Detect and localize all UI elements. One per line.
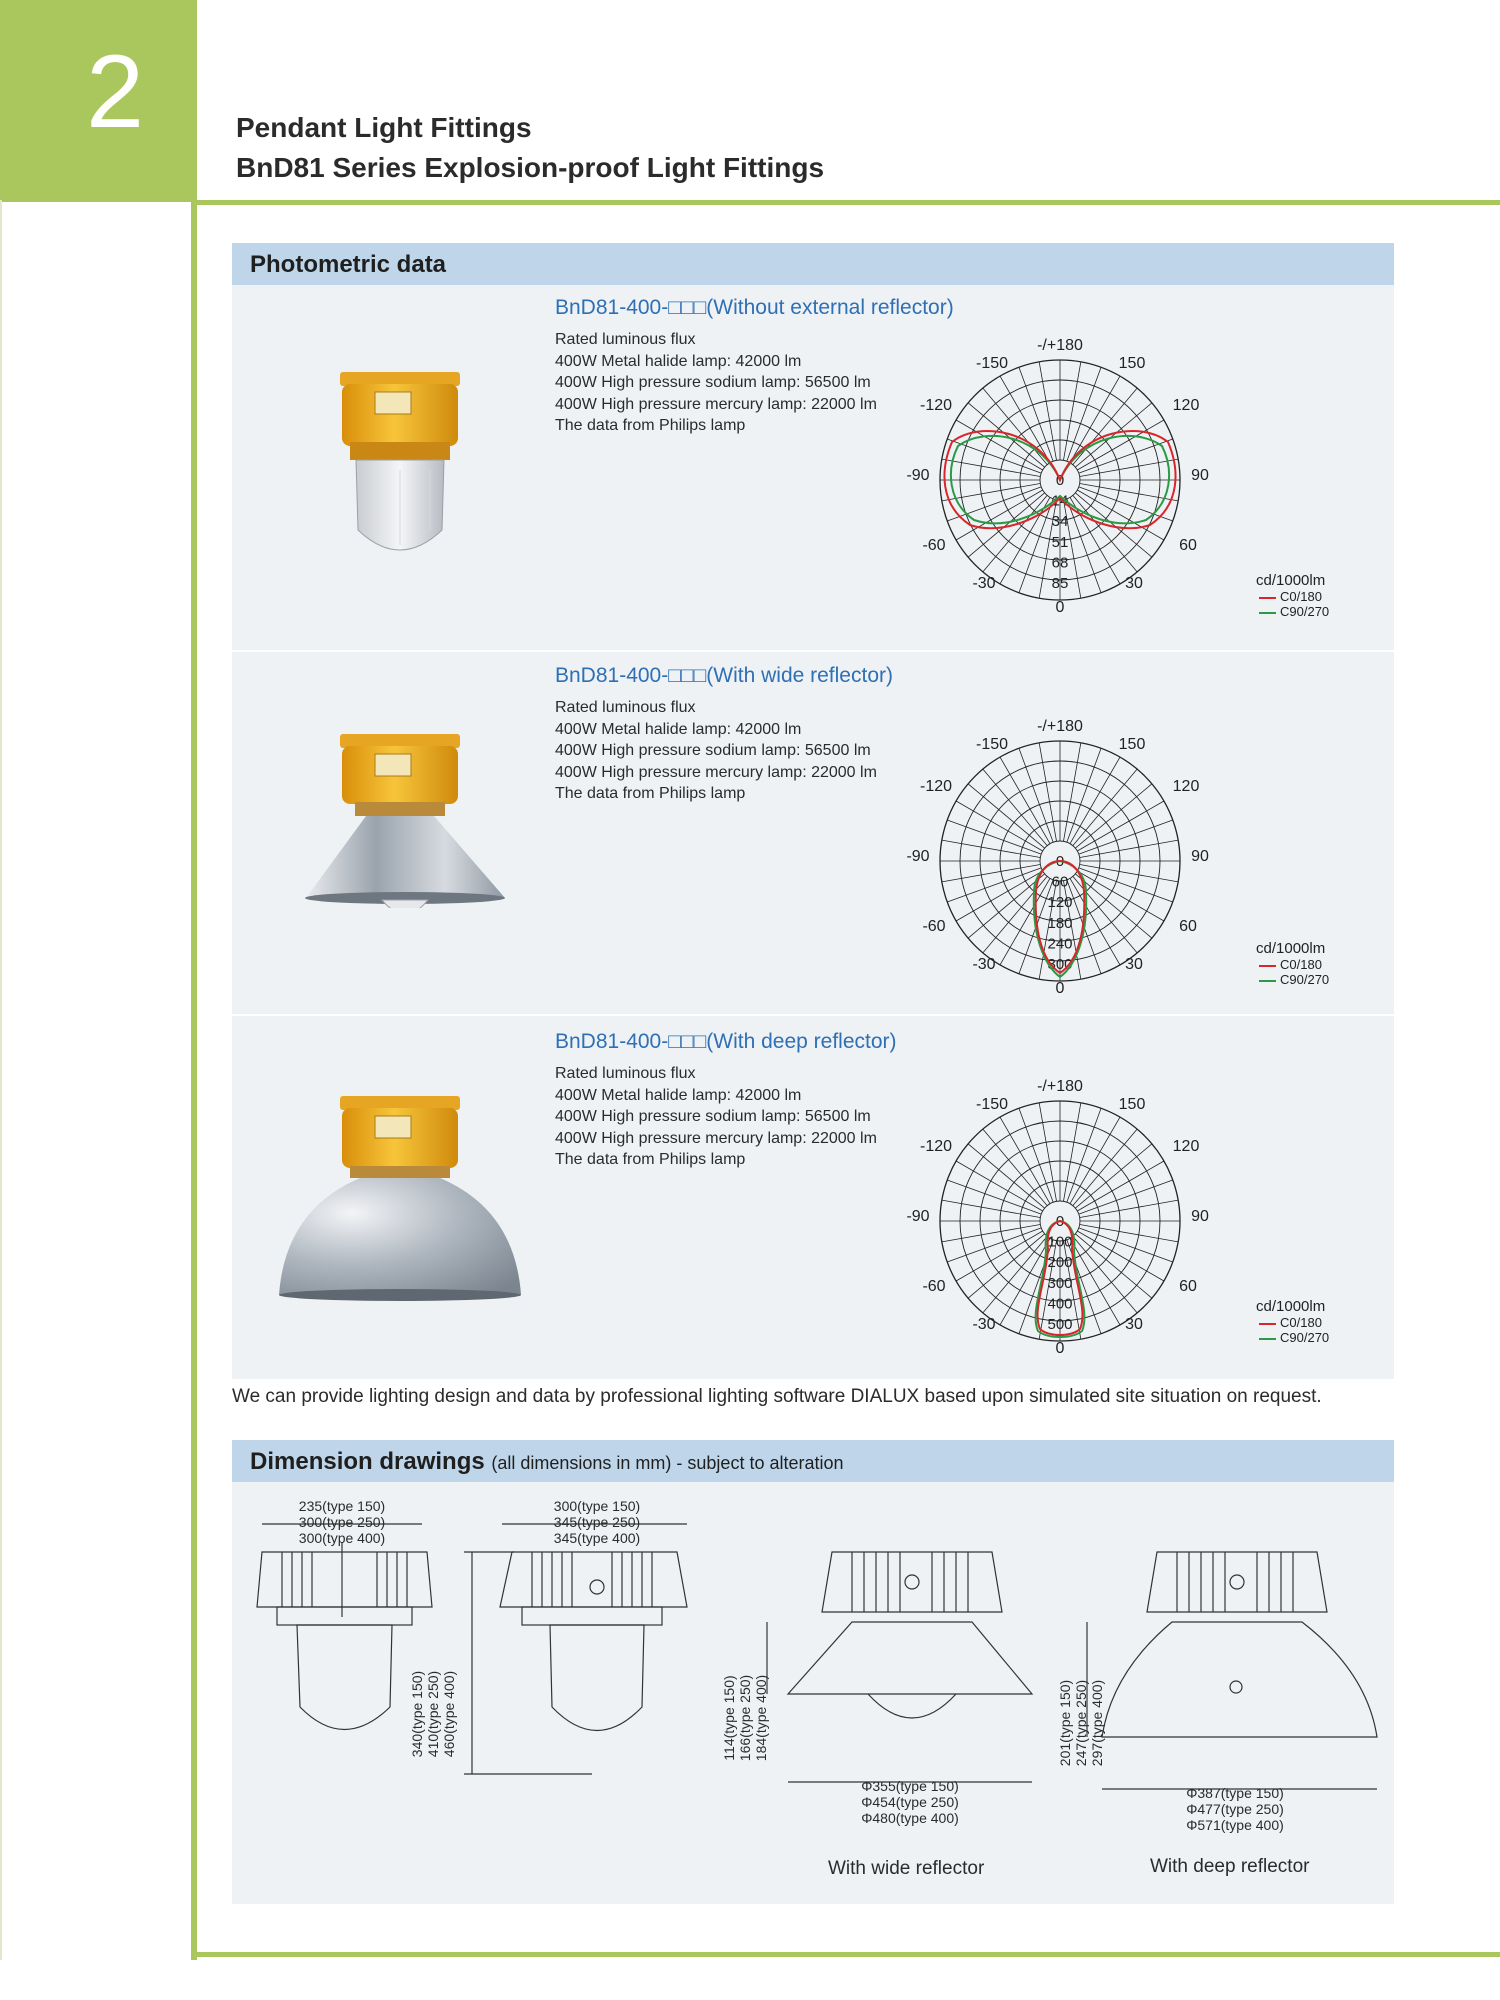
- ring-value-label: 60: [1051, 873, 1069, 891]
- angle-label: 120: [1172, 778, 1200, 795]
- angle-label: 30: [1125, 1316, 1143, 1333]
- spec-list: [555, 697, 893, 805]
- angle-label: -120: [919, 1138, 953, 1155]
- angle-label: 90: [1191, 1208, 1209, 1225]
- drawing-4-housing: [1147, 1552, 1327, 1612]
- legend-2: [1256, 940, 1329, 987]
- angle-label: -/+180: [1037, 718, 1083, 735]
- ring-value-label: 0: [1055, 472, 1065, 489]
- photometric-header: [232, 243, 1394, 285]
- product-photo-no-reflector: [320, 360, 480, 570]
- spec-line: 400W High pressure mercury lamp: 22000 lm: [555, 763, 877, 781]
- polar-spoke: [983, 495, 1047, 572]
- legend-item: [1259, 972, 1329, 987]
- angle-label: 120: [1172, 1138, 1200, 1155]
- left-edge-line: [0, 200, 2, 1960]
- spec-line: The data from Philips lamp: [555, 785, 746, 802]
- angle-label: -90: [906, 848, 930, 865]
- product-title: BnD81-400-□□□(Without external reflector): [555, 296, 954, 319]
- ring-value-label: 300: [1047, 956, 1073, 973]
- legend-item: [1259, 1315, 1329, 1330]
- polar-spoke: [983, 388, 1047, 465]
- legend-item: [1259, 957, 1329, 972]
- dim-label: 300(type 150): [553, 1498, 641, 1514]
- spec-line: Rated luminous flux: [555, 1065, 696, 1082]
- polar-spoke: [968, 493, 1045, 557]
- d4-diameter-labels: [1175, 1785, 1295, 1833]
- ring-value-label: 85: [1051, 575, 1069, 592]
- angle-label: 0: [1055, 599, 1065, 616]
- angle-label: 150: [1118, 1096, 1146, 1113]
- d4-height-labels: [1057, 1668, 1109, 1778]
- d2-height-labels: [409, 1659, 461, 1769]
- dimension-heading-sub: (all dimensions in mm) - subject to alteration: [491, 1453, 844, 1473]
- green-vertical-bar: [191, 0, 197, 1960]
- legend-label: C0/180: [1280, 589, 1322, 604]
- dim-label: Φ571(type 400): [1186, 1817, 1284, 1833]
- legend-swatch-red: [1259, 597, 1276, 599]
- polar-spoke: [968, 784, 1045, 848]
- product-block-3: [555, 1030, 897, 1171]
- d1-width-labels: [282, 1498, 402, 1546]
- ring-value-label: 51: [1051, 533, 1069, 551]
- dim-label: 300(type 250): [298, 1514, 386, 1530]
- angle-label: -60: [922, 1278, 946, 1295]
- polar-spoke: [1073, 1129, 1137, 1206]
- angle-label: 150: [1118, 355, 1146, 372]
- legend-swatch-red: [1259, 1323, 1276, 1325]
- angle-label: 0: [1055, 1340, 1065, 1357]
- angle-label: -60: [922, 537, 946, 554]
- angle-label: 90: [1191, 848, 1209, 865]
- angle-label: -90: [906, 1208, 930, 1225]
- drawing-3-wide-reflector: [788, 1622, 1032, 1694]
- polar-spoke: [1075, 1144, 1152, 1208]
- angle-label: -/+180: [1037, 1078, 1083, 1095]
- dim-label: 345(type 400): [553, 1530, 641, 1546]
- panel-divider: [232, 1014, 1394, 1016]
- angle-label: -60: [922, 918, 946, 935]
- angle-label: -30: [972, 575, 996, 592]
- spec-line: 400W Metal halide lamp: 42000 lm: [555, 720, 802, 738]
- legend-swatch-green: [1259, 612, 1276, 614]
- d3-height-labels: [721, 1663, 773, 1773]
- polar-spoke: [983, 1129, 1047, 1206]
- dim-label: 345(type 250): [553, 1514, 641, 1530]
- polar-spoke: [983, 876, 1047, 953]
- product-title: BnD81-400-□□□(With deep reflector): [555, 1030, 897, 1053]
- dim-label: 166(type 250): [737, 1674, 753, 1762]
- header-rule: [197, 200, 1500, 205]
- spec-list: [555, 329, 954, 437]
- product-photo-deep-reflector: [275, 1090, 525, 1310]
- dim-label: Φ477(type 250): [1186, 1801, 1284, 1817]
- angle-label: -30: [972, 1316, 996, 1333]
- angle-label: 150: [1118, 736, 1146, 753]
- dim-label: Φ387(type 150): [1186, 1785, 1284, 1801]
- page-subtitle: BnD81 Series Explosion-proof Light Fittings: [236, 152, 825, 183]
- drawing-2-housing: [500, 1552, 687, 1607]
- dim-label: 297(type 400): [1089, 1679, 1105, 1767]
- dim-label: Φ355(type 150): [861, 1778, 959, 1794]
- polar-spoke: [1075, 403, 1152, 467]
- angle-label: -150: [975, 1096, 1009, 1113]
- polar-spoke: [968, 1144, 1045, 1208]
- legend-swatch-red: [1259, 965, 1276, 967]
- dim-label: 201(type 150): [1057, 1679, 1073, 1767]
- panel-divider: [232, 650, 1394, 652]
- caption-deep-reflector: With deep reflector: [1150, 1856, 1310, 1877]
- spec-line: 400W High pressure sodium lamp: 56500 lm: [555, 742, 871, 759]
- legend-label: C90/270: [1280, 1330, 1330, 1345]
- legend-item: [1259, 589, 1329, 604]
- polar-spoke: [1073, 495, 1137, 572]
- product-photo-wide-reflector: [300, 728, 510, 908]
- legend-unit: cd/1000lm: [1256, 940, 1326, 957]
- angle-label: 120: [1172, 397, 1200, 414]
- d3-diameter-labels: [850, 1778, 970, 1826]
- spec-line: 400W Metal halide lamp: 42000 lm: [555, 352, 802, 370]
- dimension-header: [232, 1440, 1394, 1482]
- ring-value-label: 34: [1051, 513, 1069, 531]
- polar-spoke: [1075, 1234, 1152, 1298]
- ring-value-label: 120: [1047, 894, 1073, 912]
- polar-spoke: [968, 1234, 1045, 1298]
- ring-value-label: 200: [1047, 1254, 1073, 1272]
- angle-label: -/+180: [1037, 337, 1083, 354]
- ring-value-label: 240: [1047, 935, 1073, 953]
- dim-label: 235(type 150): [298, 1498, 386, 1514]
- legend-1: [1256, 572, 1329, 619]
- legend-swatch-green: [1259, 1338, 1276, 1340]
- ring-value-label: 14: [1051, 492, 1069, 510]
- drawing-1-globe: [297, 1625, 392, 1730]
- drawing-3-housing: [822, 1552, 1002, 1612]
- angle-label: -90: [906, 467, 930, 484]
- dim-label: 460(type 400): [441, 1670, 457, 1758]
- legend-item: [1259, 604, 1329, 619]
- dim-label: 247(type 250): [1073, 1679, 1089, 1767]
- dim-label: Φ454(type 250): [861, 1794, 959, 1810]
- polar-spoke: [1073, 769, 1137, 846]
- polar-chart-1: [900, 330, 1220, 630]
- ring-value-label: 300: [1047, 1274, 1073, 1292]
- ring-value-label: 0: [1055, 853, 1065, 870]
- photometric-heading: Photometric data: [250, 251, 447, 278]
- legend-swatch-green: [1259, 980, 1276, 982]
- spec-line: The data from Philips lamp: [555, 1151, 746, 1168]
- drawing-2-globe: [550, 1625, 644, 1731]
- ring-value-label: 100: [1047, 1233, 1073, 1251]
- spec-line: 400W Metal halide lamp: 42000 lm: [555, 1086, 802, 1104]
- spec-line: 400W High pressure mercury lamp: 22000 lm: [555, 395, 877, 413]
- legend-label: C90/270: [1280, 604, 1330, 619]
- d2-width-labels: [537, 1498, 657, 1546]
- dimension-heading-text: Dimension drawings: [250, 1448, 485, 1475]
- section-number: 2: [86, 34, 144, 150]
- ring-value-label: 500: [1047, 1316, 1073, 1333]
- legend-unit: cd/1000lm: [1256, 1298, 1326, 1315]
- product-block-1: [555, 296, 954, 437]
- spec-list: [555, 1063, 897, 1171]
- angle-label: -30: [972, 956, 996, 973]
- angle-label: 30: [1125, 575, 1143, 592]
- spec-line: 400W High pressure mercury lamp: 22000 lm: [555, 1129, 877, 1147]
- spec-line: The data from Philips lamp: [555, 417, 746, 434]
- angle-label: -150: [975, 355, 1009, 372]
- legend-item: [1259, 1330, 1329, 1345]
- spec-line: 400W High pressure sodium lamp: 56500 lm: [555, 374, 871, 391]
- dialux-note: We can provide lighting design and data by professional lighting software DIALUX based upon simulated site situation on request.: [232, 1386, 1322, 1407]
- polar-spoke: [968, 403, 1045, 467]
- angle-label: -150: [975, 736, 1009, 753]
- dimension-drawings: [232, 1482, 1394, 1904]
- legend-label: C90/270: [1280, 972, 1330, 987]
- polar-spoke: [1075, 493, 1152, 557]
- drawing-4-deep-reflector: [1102, 1622, 1377, 1737]
- dimension-heading: [250, 1448, 844, 1476]
- spec-line: Rated luminous flux: [555, 699, 696, 716]
- dim-label: 340(type 150): [409, 1670, 425, 1758]
- dim-label: 184(type 400): [753, 1674, 769, 1762]
- legend-3: [1256, 1298, 1329, 1345]
- ring-value-label: 0: [1055, 1213, 1065, 1230]
- polar-spoke: [1073, 876, 1137, 953]
- angle-label: 60: [1179, 537, 1197, 554]
- caption-wide-reflector: With wide reflector: [828, 1858, 985, 1879]
- angle-label: -120: [919, 778, 953, 795]
- polar-chart-3: [900, 1071, 1220, 1371]
- page-title: Pendant Light Fittings: [236, 112, 532, 143]
- polar-chart-2: [900, 711, 1220, 1011]
- dim-label: 410(type 250): [425, 1670, 441, 1758]
- dim-label: Φ480(type 400): [861, 1810, 959, 1826]
- angle-label: 60: [1179, 918, 1197, 935]
- product-title: BnD81-400-□□□(With wide reflector): [555, 664, 893, 687]
- angle-label: 30: [1125, 956, 1143, 973]
- legend-unit: cd/1000lm: [1256, 572, 1326, 589]
- spec-line: Rated luminous flux: [555, 331, 696, 348]
- product-block-2: [555, 664, 893, 805]
- ring-value-label: 68: [1051, 554, 1069, 572]
- dim-label: 114(type 150): [721, 1675, 737, 1761]
- spec-line: 400W High pressure sodium lamp: 56500 lm: [555, 1108, 871, 1125]
- ring-value-label: 400: [1047, 1295, 1073, 1313]
- angle-label: 0: [1055, 980, 1065, 997]
- angle-label: 90: [1191, 467, 1209, 484]
- legend-label: C0/180: [1280, 1315, 1322, 1330]
- footer-rule: [191, 1952, 1500, 1957]
- drawing-1-housing: [257, 1552, 432, 1607]
- angle-label: -120: [919, 397, 953, 414]
- ring-value-label: 180: [1047, 914, 1073, 932]
- dim-label: 300(type 400): [298, 1530, 386, 1546]
- polar-spoke: [1075, 784, 1152, 848]
- polar-spoke: [1073, 388, 1137, 465]
- angle-label: 60: [1179, 1278, 1197, 1295]
- polar-spoke: [983, 769, 1047, 846]
- legend-label: C0/180: [1280, 957, 1322, 972]
